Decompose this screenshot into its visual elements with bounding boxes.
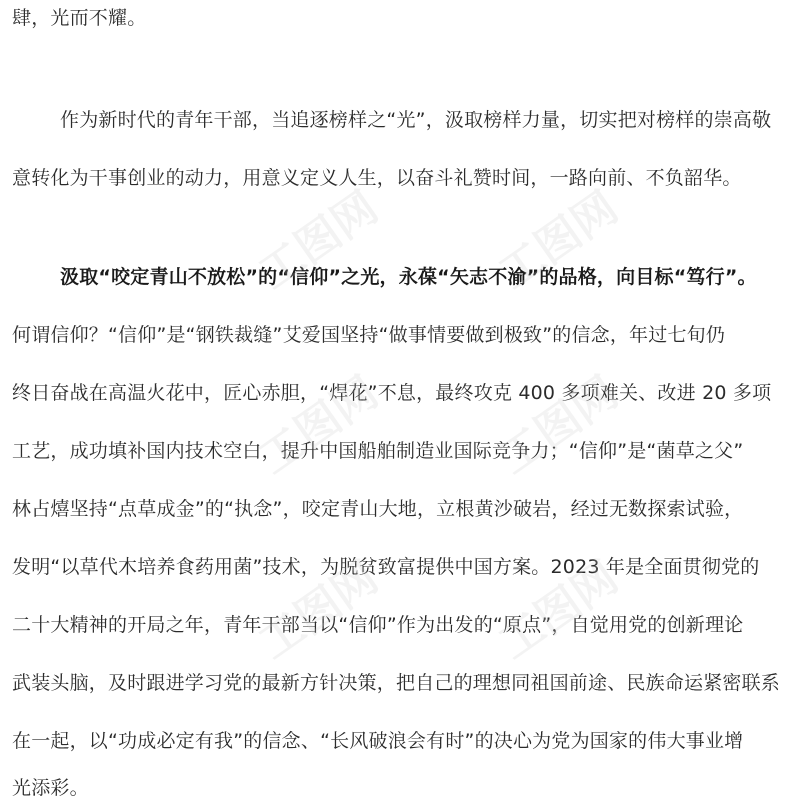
paragraph-line: 发明“以草代木培养食药用菌”技术，为脱贫致富提供中国方案。2023 年是全面贯彻党的: [12, 556, 760, 578]
watermark: 工图网: [249, 366, 388, 485]
watermark: 工图网: [489, 366, 628, 485]
watermark: 工图网: [489, 551, 628, 670]
paragraph-line: 肆，光而不耀。: [12, 7, 147, 29]
paragraph-line: 武装头脑，及时跟进学习党的最新方针决策，把自己的理想同祖国前途、民族命运紧密联系: [12, 672, 781, 694]
watermark: 工图网: [249, 551, 388, 670]
paragraph-line: 林占熺坚持“点草成金”的“执念”，咬定青山大地，立根黄沙破岩，经过无数探索试验，: [12, 498, 744, 520]
paragraph-line: 作为新时代的青年干部，当追逐榜样之“光”，汲取榜样力量，切实把对榜样的崇高敬: [60, 109, 772, 131]
paragraph-line: 在一起，以“功成必定有我”的信念、“长风破浪会有时”的决心为党为国家的伟大事业增: [12, 730, 744, 752]
paragraph-line: 光添彩。: [12, 777, 89, 799]
paragraph-line: 终日奋战在高温火花中，匠心赤胆，“焊花”不息，最终攻克 400 多项难关、改进 20 多项: [12, 382, 772, 404]
watermark: 工图网: [249, 181, 388, 300]
paragraph-line: 工艺，成功填补国内技术空白，提升中国船舶制造业国际竞争力；“信仰”是“菌草之父”: [12, 440, 744, 462]
watermark: 工图网: [489, 181, 628, 300]
paragraph-line: 何谓信仰？“信仰”是“钢铁裁缝”艾爱国坚持“做事情要做到极致”的信念，年过七旬仍: [12, 324, 726, 346]
paragraph-line: 意转化为干事创业的动力，用意义定义人生，以奋斗礼赞时间，一路向前、不负韶华。: [12, 167, 742, 189]
paragraph-line: 二十大精神的开局之年，青年干部当以“信仰”作为出发的“原点”，自觉用党的创新理论: [12, 614, 744, 636]
section-heading: 汲取“咬定青山不放松”的“信仰”之光，永葆“矢志不渝”的品格，向目标“笃行”。: [60, 266, 757, 288]
